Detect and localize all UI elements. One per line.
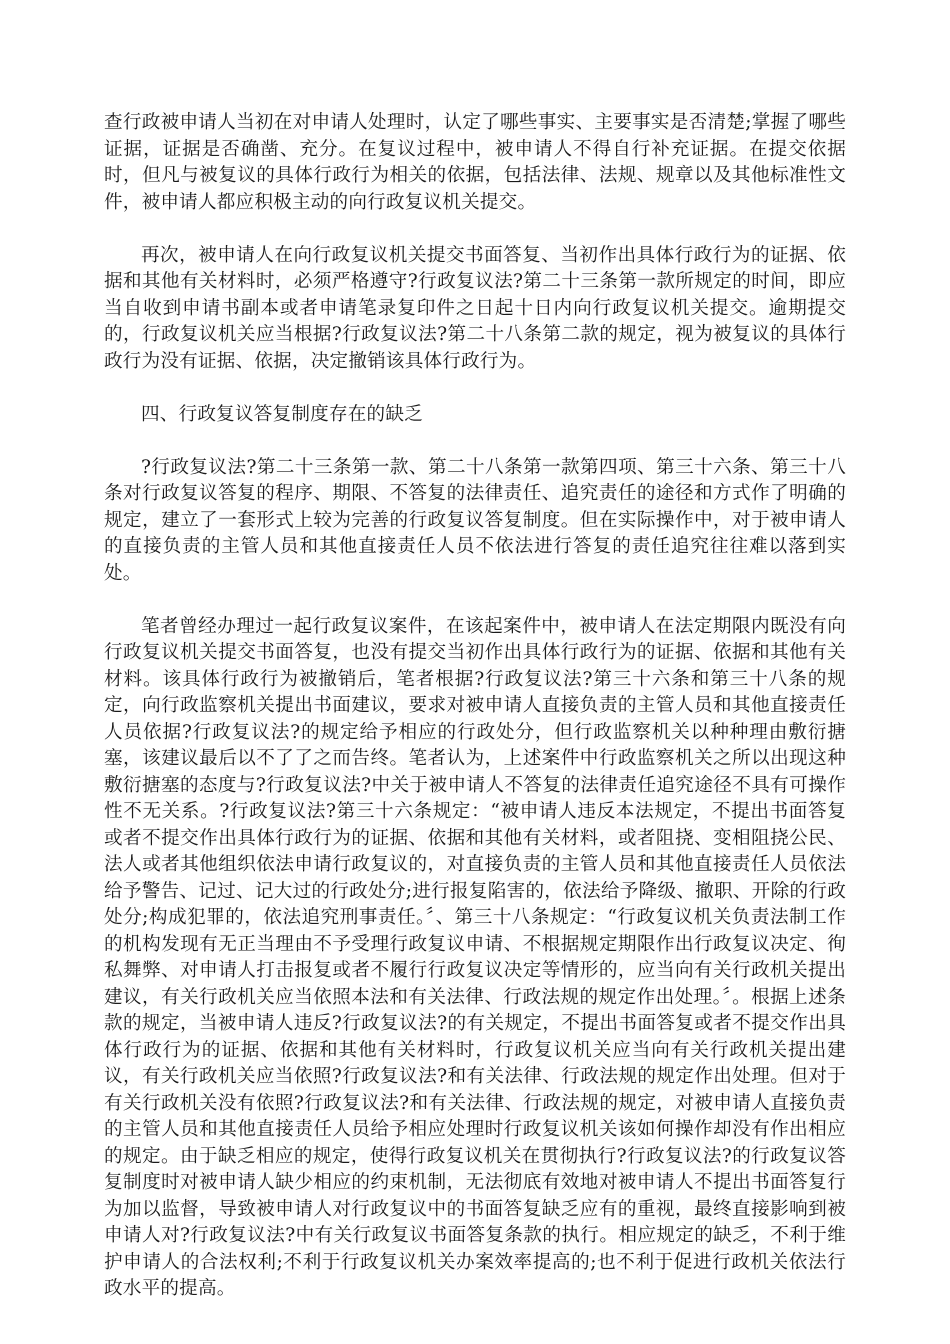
document-body (104, 110, 846, 1329)
paragraph-continued: 查行政被申请人当初在对申请人处理时，认定了哪些事实、主要事实是否清楚;掌握了哪些证据，证据是否确凿、充分。在复议过程中，被申请人不得自行补充证据。在提交依据时，但凡与被复议的具体行政行为相关的依据，包括法律、法规、规章以及其他标准性文件，被申请人都应积极主动的向行政复议机关提交。 (104, 112, 846, 213)
paragraph-reply-system: ?行政复议法?第二十三条第一款、第二十八条第一款第四项、第三十六条、第三十八条对行政复议答复的程序、期限、不答复的法律责任、追究责任的途径和方式作了明确的规定，建立了一套形式上较为完善的行政复议答复制度。但在实际操作中，对于被申请人的直接负责的主管人员和其他直接责任人员不依法进行答复的责任追究往往难以落到实处。 (104, 456, 846, 584)
paragraph-submission-deadline: 再次，被申请人在向行政复议机关提交书面答复、当初作出具体行政行为的证据、依据和其他有关材料时，必须严格遵守?行政复议法?第二十三条第一款所规定的时间，即应当自收到申请书副本或者申请笔录复印件之日起十日内向行政复议机关提交。逾期提交的，行政复议机关应当根据?行政复议法?第二十八条第二款的规定，视为被复议的具体行政行为没有证据、依据，决定撤销该具体行政行为。 (104, 244, 846, 372)
section-heading: 四、行政复议答复制度存在的缺乏 (141, 403, 423, 425)
paragraph-case-analysis: 笔者曾经办理过一起行政复议案件，在该起案件中，被申请人在法定期限内既没有向行政复议机关提交书面答复，也没有提交当初作出具体行政行为的证据、依据和其他有关材料。该具体行政行为被撤销后，笔者根据?行政复议法?第三十六条和第三十八条的规定，向行政监察机关提出书面建议，要求对被申请人直接负责的主管人员和其他直接责任人员依据?行政复议法?的规定给予相应的行政处分，但行政监察机关以种种理由敷衍搪塞，该建议最后以不了了之而告终。笔者认为，上述案件中行政监察机关之所以出现这种敷衍搪塞的态度与?行政复议法?中关于被申请人不答复的法律责任追究途径不具有可操作性不无关系。?行政复议法?第三十六条规定：“被申请人违反本法规定，不提出书面答复或者不提交作出具体行政行为的证据、依据和其他有关材料，或者阻挠、变相阻挠公民、法人或者其他组织依法申请行政复议的，对直接负责的主管人员和其他直接责任人员依法给予警告、记过、记大过的行政处分;进行报复陷害的，依法给予降级、撤职、开除的行政处分;构成犯罪的，依法追究刑事责任。〞、第三十八条规定：“行政复议机关负责法制工作的机构发现有无正当理由不予受理行政复议申请、不根据规定期限作出行政复议决定、徇私舞弊、对申请人打击报复或者不履行行政复议决定等情形的，应当向有关行政机关提出建议，有关行政机关应当依照本法和有关法律、行政法规的规定作出处理。〞。根据上述条款的规定，当被申请人违反?行政复议法?的有关规定，不提出书面答复或者不提交作出具体行政行为的证据、依据和其他有关材料时，行政复议机关应当向有关行政机关提出建议，有关行政机关应当依照?行政复议法?和有关法律、行政法规的规定作出处理。但对于有关行政机关没有依照?行政复议法?和有关法律、行政法规的规定，对被申请人直接负责的主管人员和其他直接责任人员给予相应处理时行政复议机关该如何操作却没有作出相应的规定。由于缺乏相应的规定，使得行政复议机关在贯彻执行?行政复议法?的行政复议答复制度时对被申请人缺少相应的约束机制，无法彻底有效地对被申请人不提出书面答复行为加以监督，导致被申请人对行政复议中的书面答复缺乏应有的重视，最终直接影响到被申请人对?行政复议法?中有关行政复议书面答复条款的执行。相应规定的缺乏，不利于维护申请人的合法权利;不利于行政复议机关办案效率提高的;也不利于促进行政机关依法行政水平的提高。 (104, 615, 846, 1299)
